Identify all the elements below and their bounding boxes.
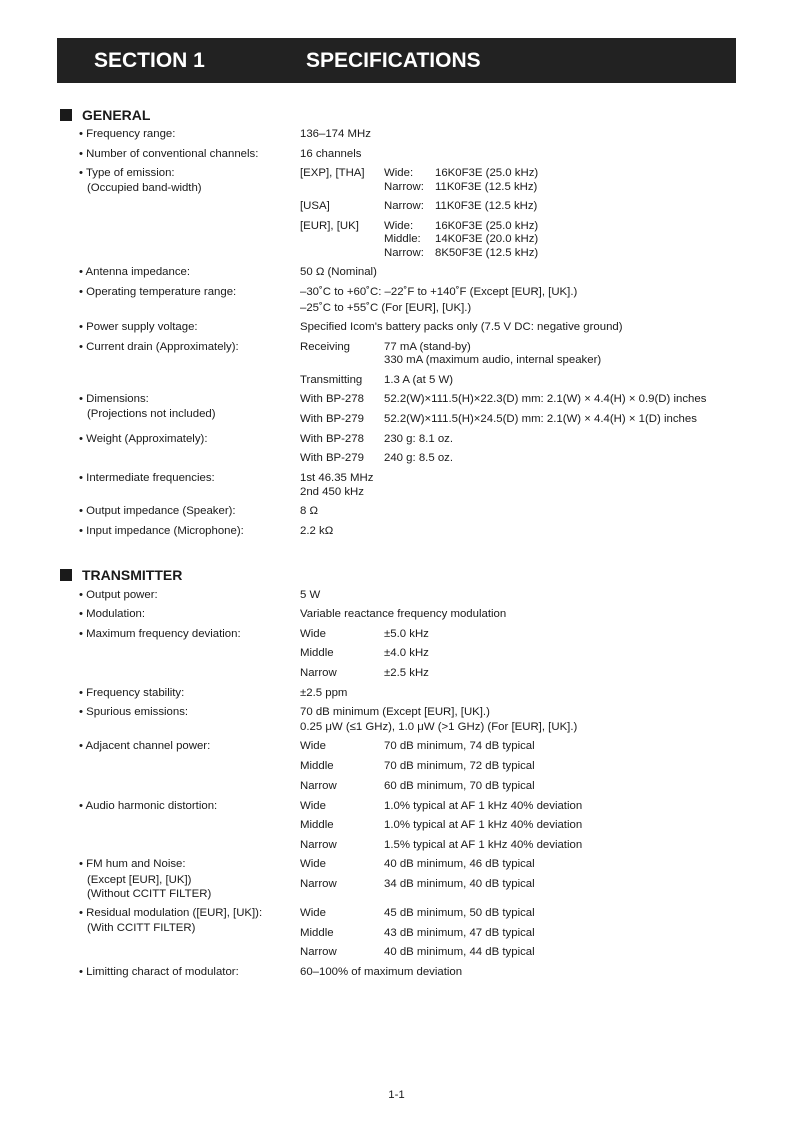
spec-label: • Limitting charact of modulator: bbox=[79, 966, 239, 978]
spec-value: 8K50F3E (12.5 kHz) bbox=[435, 247, 539, 259]
spec-value: 8 Ω bbox=[300, 505, 319, 517]
spec-label: • Current drain (Approximately): bbox=[79, 341, 239, 353]
spec-label: • Antenna impedance: bbox=[79, 266, 191, 278]
spec-label: • FM hum and Noise: bbox=[79, 858, 186, 870]
spec-value: 2nd 450 kHz bbox=[300, 486, 364, 498]
spec-label: • Frequency stability: bbox=[79, 687, 185, 699]
mode-label: With BP-278 bbox=[300, 433, 364, 445]
page-number: 1-1 bbox=[388, 1089, 405, 1101]
spec-value: 70 dB minimum, 74 dB typical bbox=[384, 740, 535, 752]
mode-label: Middle bbox=[300, 819, 334, 831]
mode-label: With BP-279 bbox=[300, 413, 364, 425]
spec-label: • Residual modulation ([EUR], [UK]): bbox=[79, 907, 263, 919]
mode-label: Wide: bbox=[384, 167, 414, 179]
spec-label: • Operating temperature range: bbox=[79, 286, 237, 298]
mode-label: Receiving bbox=[300, 341, 351, 353]
mode-label: Narrow bbox=[300, 667, 337, 679]
spec-value: Variable reactance frequency modulation bbox=[300, 608, 507, 620]
mode-label: Wide bbox=[300, 907, 326, 919]
mode-label: Middle bbox=[300, 760, 334, 772]
square-bullet-icon bbox=[60, 109, 72, 121]
spec-value: 77 mA (stand-by) bbox=[384, 341, 471, 353]
mode-label: Narrow bbox=[300, 780, 337, 792]
spec-label: • Audio harmonic distortion: bbox=[79, 800, 218, 812]
spec-sublabel: (With CCITT FILTER) bbox=[87, 922, 196, 934]
spec-value: Specified Icom's battery packs only (7.5 V DC: negative ground) bbox=[300, 321, 623, 333]
mode-label: Wide bbox=[300, 628, 326, 640]
spec-value: ±2.5 kHz bbox=[384, 667, 429, 679]
mode-label: Narrow bbox=[300, 839, 337, 851]
mode-label: Narrow: bbox=[384, 247, 424, 259]
spec-value: 40 dB minimum, 46 dB typical bbox=[384, 858, 535, 870]
spec-label: • Spurious emissions: bbox=[79, 706, 189, 718]
spec-label: • Intermediate frequencies: bbox=[79, 472, 215, 484]
spec-value: ±5.0 kHz bbox=[384, 628, 429, 640]
spec-value: 14K0F3E (20.0 kHz) bbox=[435, 233, 539, 245]
mode-label: Narrow: bbox=[384, 200, 424, 212]
section-number: SECTION 1 bbox=[94, 49, 205, 72]
square-bullet-icon bbox=[60, 569, 72, 581]
spec-value: 230 g: 8.1 oz. bbox=[384, 433, 454, 445]
mode-label: With BP-279 bbox=[300, 452, 364, 464]
spec-value: 1st 46.35 MHz bbox=[300, 472, 374, 484]
mode-label: With BP-278 bbox=[300, 393, 364, 405]
mode-label: Narrow bbox=[300, 878, 337, 890]
mode-label: Middle bbox=[300, 927, 334, 939]
spec-value: 240 g: 8.5 oz. bbox=[384, 452, 454, 464]
section-title: SPECIFICATIONS bbox=[306, 49, 481, 72]
spec-label: • Modulation: bbox=[79, 608, 146, 620]
mode-label: Wide bbox=[300, 858, 326, 870]
mode-label: Transmitting bbox=[300, 374, 363, 386]
spec-value: 16K0F3E (25.0 kHz) bbox=[435, 220, 539, 232]
spec-value: 0.25 μW (≤1 GHz), 1.0 μW (>1 GHz) (For [EUR], [UK].) bbox=[300, 721, 578, 733]
spec-sublabel: (Projections not included) bbox=[87, 408, 216, 420]
spec-value: 11K0F3E (12.5 kHz) bbox=[435, 200, 538, 212]
spec-label: • Type of emission: bbox=[79, 167, 175, 179]
spec-value: 11K0F3E (12.5 kHz) bbox=[435, 181, 538, 193]
spec-value: 136–174 MHz bbox=[300, 128, 371, 140]
region-label: [EXP], [THA] bbox=[300, 167, 365, 179]
spec-label: • Adjacent channel power: bbox=[79, 740, 211, 752]
spec-value: 60 dB minimum, 70 dB typical bbox=[384, 780, 535, 792]
transmitter-heading: TRANSMITTER bbox=[60, 567, 182, 583]
spec-value: 60–100% of maximum deviation bbox=[300, 966, 463, 978]
spec-value: 1.0% typical at AF 1 kHz 40% deviation bbox=[384, 800, 583, 812]
spec-value: 330 mA (maximum audio, internal speaker) bbox=[384, 354, 602, 366]
spec-label: • Dimensions: bbox=[79, 393, 149, 405]
spec-value: ±2.5 ppm bbox=[300, 687, 348, 699]
spec-label: • Output impedance (Speaker): bbox=[79, 505, 236, 517]
spec-value: 52.2(W)×111.5(H)×22.3(D) mm: 2.1(W) × 4.4(H) × 0.9(D) inches bbox=[384, 393, 707, 405]
spec-sublabel: (Except [EUR], [UK]) bbox=[87, 874, 192, 886]
spec-sublabel: (Occupied band-width) bbox=[87, 182, 202, 194]
spec-value: 1.5% typical at AF 1 kHz 40% deviation bbox=[384, 839, 583, 851]
spec-value: 1.3 A (at 5 W) bbox=[384, 374, 454, 386]
spec-value: 45 dB minimum, 50 dB typical bbox=[384, 907, 535, 919]
spec-value: 2.2 kΩ bbox=[300, 525, 334, 537]
spec-value: 70 dB minimum (Except [EUR], [UK].) bbox=[300, 706, 490, 718]
section-header-bar bbox=[57, 38, 736, 83]
spec-sublabel: (Without CCITT FILTER) bbox=[87, 888, 212, 900]
mode-label: Wide: bbox=[384, 220, 414, 232]
spec-value: 5 W bbox=[300, 589, 321, 601]
region-label: [EUR], [UK] bbox=[300, 220, 359, 232]
spec-value: 34 dB minimum, 40 dB typical bbox=[384, 878, 535, 890]
spec-label: • Frequency range: bbox=[79, 128, 176, 140]
spec-label: • Maximum frequency deviation: bbox=[79, 628, 241, 640]
spec-label: • Input impedance (Microphone): bbox=[79, 525, 244, 537]
spec-label: • Output power: bbox=[79, 589, 158, 601]
spec-value: 16 channels bbox=[300, 148, 362, 160]
mode-label: Middle bbox=[300, 647, 334, 659]
mode-label: Wide bbox=[300, 740, 326, 752]
spec-value: ±4.0 kHz bbox=[384, 647, 429, 659]
spec-value: 43 dB minimum, 47 dB typical bbox=[384, 927, 535, 939]
mode-label: Narrow bbox=[300, 946, 337, 958]
spec-value: 52.2(W)×111.5(H)×24.5(D) mm: 2.1(W) × 4.4(H) × 1(D) inches bbox=[384, 413, 697, 425]
general-heading: GENERAL bbox=[60, 107, 150, 123]
mode-label: Narrow: bbox=[384, 181, 424, 193]
spec-label: • Number of conventional channels: bbox=[79, 148, 259, 160]
spec-value: –30˚C to +60˚C: –22˚F to +140˚F (Except [EUR], [UK].) bbox=[300, 286, 578, 298]
spec-value: –25˚C to +55˚C (For [EUR], [UK].) bbox=[300, 302, 472, 314]
mode-label: Wide bbox=[300, 800, 326, 812]
spec-label: • Power supply voltage: bbox=[79, 321, 198, 333]
mode-label: Middle: bbox=[384, 233, 421, 245]
spec-value: 70 dB minimum, 72 dB typical bbox=[384, 760, 535, 772]
region-label: [USA] bbox=[300, 200, 330, 212]
spec-value: 50 Ω (Nominal) bbox=[300, 266, 377, 278]
spec-value: 16K0F3E (25.0 kHz) bbox=[435, 167, 539, 179]
spec-label: • Weight (Approximately): bbox=[79, 433, 208, 445]
spec-value: 1.0% typical at AF 1 kHz 40% deviation bbox=[384, 819, 583, 831]
spec-value: 40 dB minimum, 44 dB typical bbox=[384, 946, 535, 958]
